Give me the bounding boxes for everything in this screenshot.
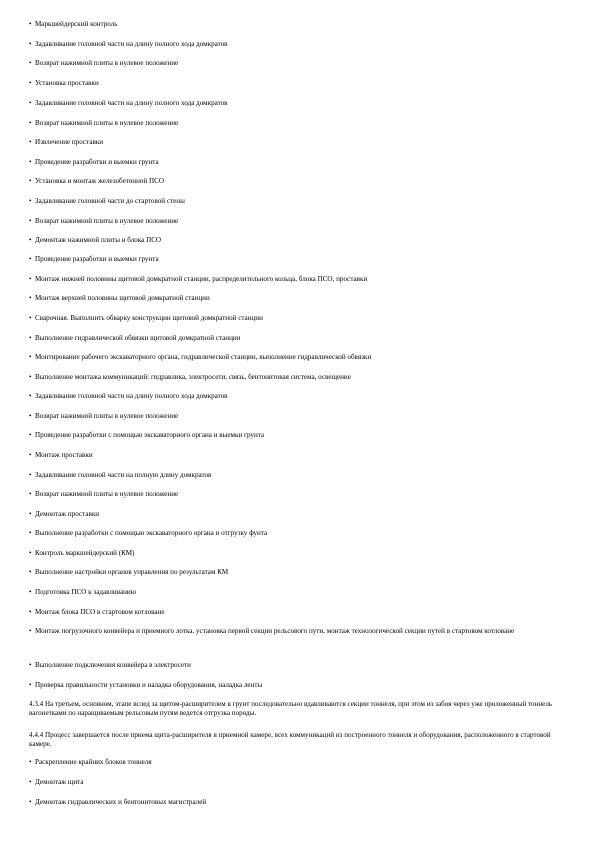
list-item-text: Задавливание головной части на длину полного хода домкратов: [35, 392, 228, 400]
bullet-marker: •: [29, 490, 32, 498]
list-item-text: Выполнение монтажа коммуникаций: гидравлика, электросети, связь, бентонитовая система, освещение: [35, 373, 351, 381]
tail-item-0: [29, 758, 569, 767]
list-item-18: [29, 373, 569, 382]
list-item-27: [29, 549, 569, 558]
bullet-marker: •: [29, 294, 32, 302]
bullet-marker: •: [29, 236, 32, 244]
list-item-text: Выполнение подключения конвейера в электросети: [35, 661, 191, 669]
list-item-text: Проверка правильности установки и наладка оборудования, наладка ленты: [35, 681, 263, 689]
list-item-2: [29, 59, 569, 68]
bullet-marker: •: [29, 627, 32, 635]
bullet-marker: •: [29, 158, 32, 166]
list-item-6: [29, 138, 569, 147]
list-item-text: Возврат нажимной плиты в нулевое положение: [35, 490, 179, 498]
list-item-text: Монтаж проставки: [35, 451, 93, 459]
bullet-marker: •: [29, 99, 32, 107]
list-item-30: [29, 608, 569, 617]
bullet-marker: •: [29, 588, 32, 596]
bullet-marker: •: [29, 529, 32, 537]
list-item-16: [29, 334, 569, 343]
bullet-marker: •: [29, 392, 32, 400]
bullet-marker: •: [29, 197, 32, 205]
list-item-text: Задавливание головной части на полную длину домкратов: [35, 471, 212, 479]
list-item-7: [29, 158, 569, 167]
list-item-text: Монтирование рабочего экскаваторного органа, гидравлической станции, выполнение гидравлической обвязки: [35, 353, 372, 361]
list-item-28: [29, 568, 569, 577]
bullet-marker: •: [29, 217, 32, 225]
list-item-14: [29, 294, 569, 303]
bullet-marker: •: [29, 608, 32, 616]
list-item-13: [29, 275, 569, 284]
bullet-marker: •: [29, 451, 32, 459]
list-item-31: [29, 627, 569, 636]
list-item-text: Монтаж блока ПСО в стартовом котловане: [35, 608, 165, 616]
bullet-marker: •: [29, 20, 32, 28]
list-item-text: Задавливание головной части до стартовой стены: [35, 197, 185, 205]
bullet-marker: •: [29, 353, 32, 361]
bullet-marker: •: [29, 758, 32, 766]
list-item-20: [29, 412, 569, 421]
list-item-10: [29, 217, 569, 226]
list-item-5: [29, 119, 569, 128]
list-item-33: [29, 681, 569, 690]
bullet-marker: •: [29, 177, 32, 185]
list-item-text: Выполнение гидравлической обвязки щитовой домкратной станции: [35, 334, 241, 342]
list-item-22: [29, 451, 569, 460]
tail-item-text: Демонтаж щита: [35, 778, 84, 786]
bullet-marker: •: [29, 568, 32, 576]
bullet-marker: •: [29, 275, 32, 283]
bullet-marker: •: [29, 40, 32, 48]
list-item-text: Проведение разработки с помощью экскаваторного органа и выемки грунта: [35, 431, 265, 439]
list-item-text: Задавливание головной части на длину полного хода домкратов: [35, 99, 228, 107]
list-item-text: Извлечение проставки: [35, 138, 104, 146]
bullet-marker: •: [29, 59, 32, 67]
bullet-marker: •: [29, 510, 32, 518]
list-item-text: Демонтаж проставки: [35, 510, 100, 518]
bullet-marker: •: [29, 798, 32, 806]
tail-item-text: Раскрепление крайних блоков тоннеля: [35, 758, 152, 766]
tail-item-text: Демонтаж гидравлических и бентонитовых магистралей: [35, 798, 207, 806]
list-item-1: [29, 40, 569, 49]
list-item-8: [29, 177, 569, 186]
bullet-marker: •: [29, 79, 32, 87]
bullet-marker: •: [29, 412, 32, 420]
paragraph-1: 4.4.4 Процесс завершается после приема щита-расширителя в приемной камере, всех коммуникаций из построенного тоннеля и оборудования, расположенного в стартовой камере.: [29, 731, 551, 748]
list-item-text: Проведение разработки и выемки грунта: [35, 255, 159, 263]
list-item-text: Выполнение разработки с помощью экскаваторного органа и отгрузку фунта: [35, 529, 268, 537]
list-item-32: [29, 661, 569, 670]
list-item-23: [29, 471, 569, 480]
list-item-0: [29, 20, 569, 29]
list-item-text: Монтаж нижней половины щитовой домкратной станции, распределительного кольца, блока ПСО, проставки: [35, 275, 368, 283]
list-item-19: [29, 392, 569, 401]
tail-item-2: [29, 798, 569, 807]
bullet-marker: •: [29, 255, 32, 263]
list-item-9: [29, 197, 569, 206]
list-item-text: Сварочная. Выполнить обварку конструкции щитовой домкратной станции: [35, 314, 263, 322]
list-item-21: [29, 431, 569, 440]
paragraph-0: 4.3.4 На третьем, основном, этапе вслед за щитом-расширителем в грунт последовательно вдавливаются секции тоннеля, при этом из забоя через уже проложенный тоннель вагонетками по наращиваемым рельсовым путям ведется отгрузка породы.: [29, 700, 553, 717]
bullet-marker: •: [29, 431, 32, 439]
list-item-text: Установка и монтаж железобетонной ПСО: [35, 177, 164, 185]
list-item-text: Возврат нажимной плиты в нулевое положение: [35, 59, 179, 67]
list-item-15: [29, 314, 569, 323]
list-item-text: Возврат нажимной плиты в нулевое положение: [35, 412, 179, 420]
bullet-marker: •: [29, 471, 32, 479]
bullet-marker: •: [29, 314, 32, 322]
bullet-marker: •: [29, 778, 32, 786]
list-item-text: Монтаж верхней половины щитовой домкратной станции: [35, 294, 210, 302]
list-item-11: [29, 236, 569, 245]
list-item-24: [29, 490, 569, 499]
list-item-17: [29, 353, 569, 362]
list-item-text: Подготовка ПСО к задавливанию: [35, 588, 136, 596]
tail-item-1: [29, 778, 569, 787]
list-item-text: Демонтаж нажимной плиты и блока ПСО: [35, 236, 162, 244]
bullet-marker: •: [29, 661, 32, 669]
list-item-text: Возврат нажимной плиты в нулевое положение: [35, 119, 179, 127]
list-item-text: Маркшейдерский контроль: [35, 20, 118, 28]
list-item-3: [29, 79, 569, 88]
bullet-marker: •: [29, 334, 32, 342]
list-item-text: Проведение разработки и выемки грунта: [35, 158, 159, 166]
list-item-text: Контроль маркшейдерский (КМ): [35, 549, 135, 557]
bullet-marker: •: [29, 119, 32, 127]
list-item-25: [29, 510, 569, 519]
list-item-text: Выполнение настройки органов управления по результатам КМ: [35, 568, 229, 576]
list-item-4: [29, 99, 569, 108]
list-item-12: [29, 255, 569, 264]
bullet-marker: •: [29, 681, 32, 689]
list-item-text: Монтаж погрузочного конвейера и приемного лотка, установка первой секции рельсового пути, монтаж технологической секции путей в стартовом котловане: [35, 627, 515, 635]
bullet-marker: •: [29, 373, 32, 381]
bullet-marker: •: [29, 138, 32, 146]
bullet-marker: •: [29, 549, 32, 557]
list-item-29: [29, 588, 569, 597]
list-item-text: Возврат нажимной плиты в нулевое положение: [35, 217, 179, 225]
list-item-text: Установка проставки: [35, 79, 99, 87]
list-item-26: [29, 529, 569, 538]
list-item-text: Задавливание головной части на длину полного хода домкратов: [35, 40, 228, 48]
